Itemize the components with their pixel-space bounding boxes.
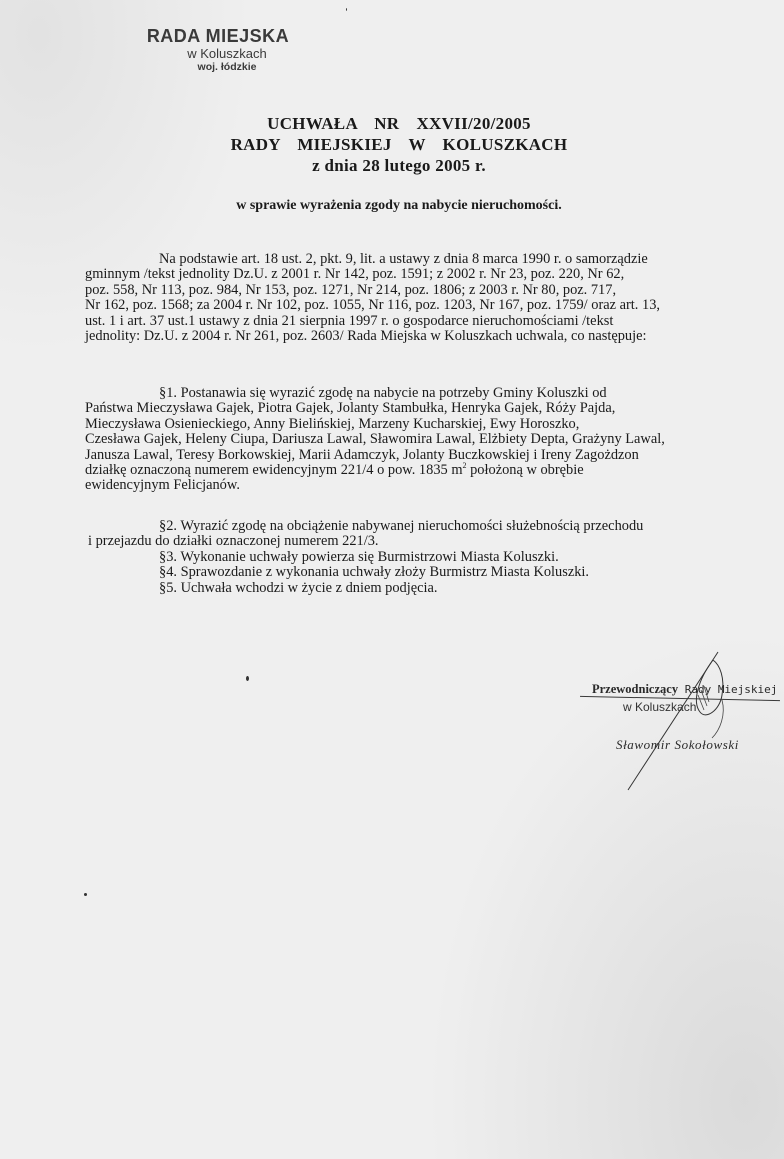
section-3: §3. Wykonanie uchwały powierza się Burmistrzowi Miasta Koluszki. (159, 548, 559, 565)
section-2-line: §2. Wyrazić zgodę na obciążenie nabywanej nieruchomości służebnością przechodu (159, 518, 644, 534)
signatory-name: Sławomir Sokołowski (616, 737, 739, 752)
signature-title-bold: Przewodniczący (592, 682, 679, 696)
stamp-line-1: RADA MIEJSKA (146, 26, 290, 46)
stamp-line-2: w Koluszkach (187, 46, 267, 61)
preamble-line: gminnym /tekst jednolity Dz.U. z 2001 r. Nr 142, poz. 1591; z 2002 r. Nr 23, poz. 220, Nr 62, (85, 266, 625, 283)
sections-2-to-5 (85, 519, 784, 596)
scan-speck (346, 8, 347, 11)
preamble-line: Nr 162, poz. 1568; za 2004 r. Nr 102, poz. 1055, Nr 116, poz. 1203, Nr 167, poz. 1759/ oraz art. 13, (85, 297, 660, 314)
section-2-line: i przejazdu do działki oznaczonej numerem 221/3. (88, 533, 379, 550)
title-date: z dnia 28 lutego 2005 r. (312, 156, 486, 175)
area-text: działkę oznaczoną numerem ewidencyjnym 221/4 o pow. 1835 m (85, 461, 463, 478)
resolution-subject: w sprawie wyrażenia zgody na nabycie nieruchomości. (236, 198, 562, 213)
preamble-line: poz. 558, Nr 113, poz. 984, Nr 153, poz. 1271, Nr 214, poz. 1806; z 2003 r. Nr 80, poz. 717, (85, 281, 617, 298)
section-4: §4. Sprawozdanie z wykonania uchwały złoży Burmistrz Miasta Koluszki. (159, 564, 590, 581)
stamp-line-3: woj. łódzkie (197, 61, 257, 73)
section-1-line: Janusza Lawal, Teresy Borkowskiej, Marii Adamczyk, Jolanty Buczkowskiej i Ireny Zagożdzon (85, 446, 639, 463)
scan-speck (246, 676, 249, 681)
signature-title-rest: Rady Miejskiej (678, 683, 778, 696)
preamble-line: Na podstawie art. 18 ust. 2, pkt. 9, lit. a ustawy z dnia 8 marca 1990 r. o samorządzie (159, 251, 648, 267)
handwritten-signature-icon (580, 640, 780, 800)
preamble-paragraph (85, 252, 784, 344)
title-line-2: RADY MIEJSKIEJ W KOLUSZKACH (230, 135, 568, 154)
area-superscript: 2 (462, 461, 467, 471)
title-line-1: UCHWAŁA NR XXVII/20/2005 (267, 114, 531, 133)
preamble-line: ust. 1 i art. 37 ust.1 ustawy z dnia 21 sierpnia 1997 r. o gospodarce nieruchomościami /tekst (85, 312, 614, 329)
section-1-line: §1. Postanawia się wyrazić zgodę na nabycie na potrzeby Gminy Koluszki od (159, 385, 607, 401)
chairman-signature-block (580, 640, 780, 800)
area-text-rest: położoną w obrębie (466, 461, 584, 478)
resolution-title (0, 113, 784, 176)
council-stamp (118, 26, 318, 74)
section-1-line-area (85, 463, 784, 478)
section-1-line: ewidencyjnym Felicjanów. (85, 477, 240, 494)
scan-speck (84, 893, 87, 896)
section-1-line: Mieczysława Osienieckiego, Anny Bielińskiej, Marzeny Kucharskiej, Ewy Horoszko, (85, 415, 580, 432)
section-1-paragraph (85, 386, 784, 494)
section-1-line: Państwa Mieczysława Gajek, Piotra Gajek, Jolanty Stambułka, Henryka Gajek, Róży Pajda, (85, 400, 616, 417)
preamble-line: jednolity: Dz.U. z 2004 r. Nr 261, poz. 2603/ Rada Miejska w Koluszkach uchwala, co następuje: (85, 327, 647, 344)
signature-place: w Koluszkach (623, 700, 697, 714)
section-1-line: Czesława Gajek, Heleny Ciupa, Dariusza Lawal, Sławomira Lawal, Elżbiety Depta, Grażyny Lawal, (85, 431, 665, 448)
section-5: §5. Uchwała wchodzi w życie z dniem podjęcia. (159, 579, 438, 596)
